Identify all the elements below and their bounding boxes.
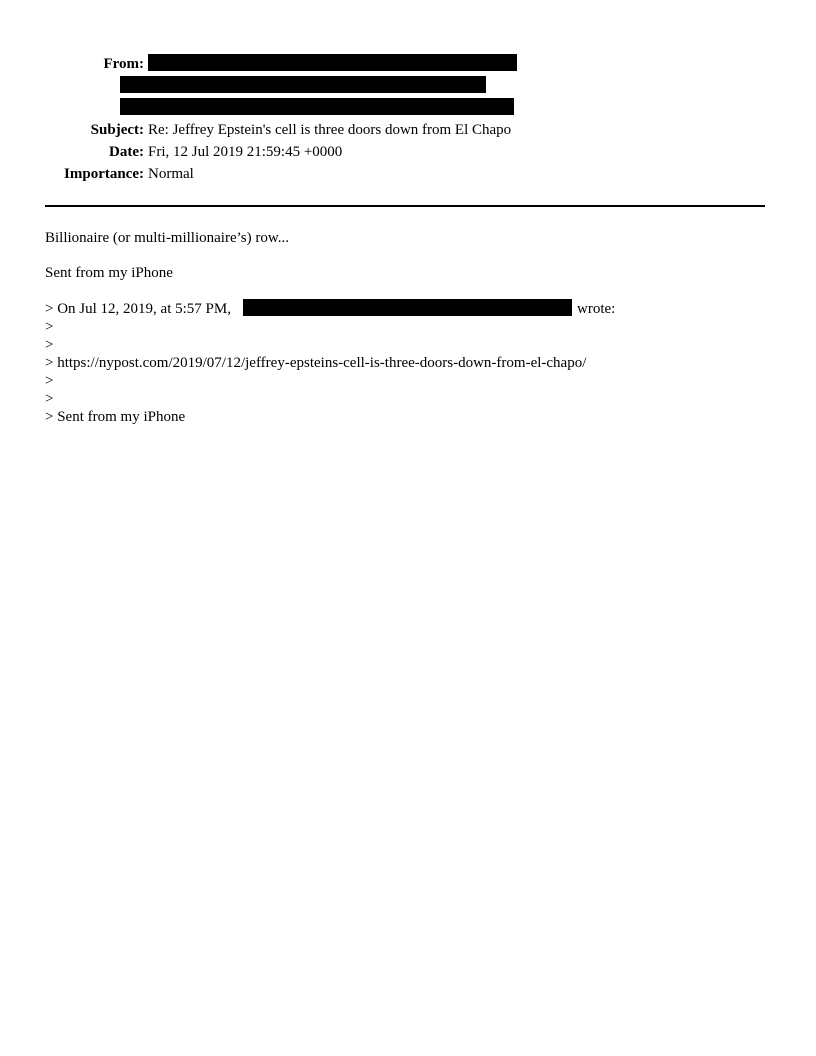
body-text: Billionaire (or multi-millionaire’s) row... xyxy=(45,230,289,246)
quoted-intro-prefix: > On Jul 12, 2019, at 5:57 PM, xyxy=(45,301,231,317)
subject-label: Subject: xyxy=(90,122,144,138)
from-redaction-2 xyxy=(120,76,486,93)
importance-value: Normal xyxy=(148,166,194,182)
quote-marker: > xyxy=(45,319,54,335)
date-value: Fri, 12 Jul 2019 21:59:45 +0000 xyxy=(148,144,343,160)
importance-label: Importance: xyxy=(64,166,144,182)
from-redaction-1 xyxy=(148,54,517,71)
header-divider xyxy=(45,205,765,207)
quote-marker: > xyxy=(45,391,54,407)
date-label: Date: xyxy=(109,144,144,160)
quote-marker: > xyxy=(45,337,54,353)
quoted-signature: > Sent from my iPhone xyxy=(45,409,186,425)
quote-marker: > xyxy=(45,373,54,389)
quoted-intro-suffix: wrote: xyxy=(577,301,616,317)
subject-value: Re: Jeffrey Epstein's cell is three doors down from El Chapo xyxy=(148,122,512,138)
from-redaction-3 xyxy=(120,98,514,115)
body-signature: Sent from my iPhone xyxy=(45,265,173,281)
quoted-link[interactable]: > https://nypost.com/2019/07/12/jeffrey-epsteins-cell-is-three-doors-down-from-el-chapo/ xyxy=(45,355,587,371)
quoted-sender-redaction xyxy=(243,299,572,316)
from-label: From: xyxy=(103,56,144,72)
